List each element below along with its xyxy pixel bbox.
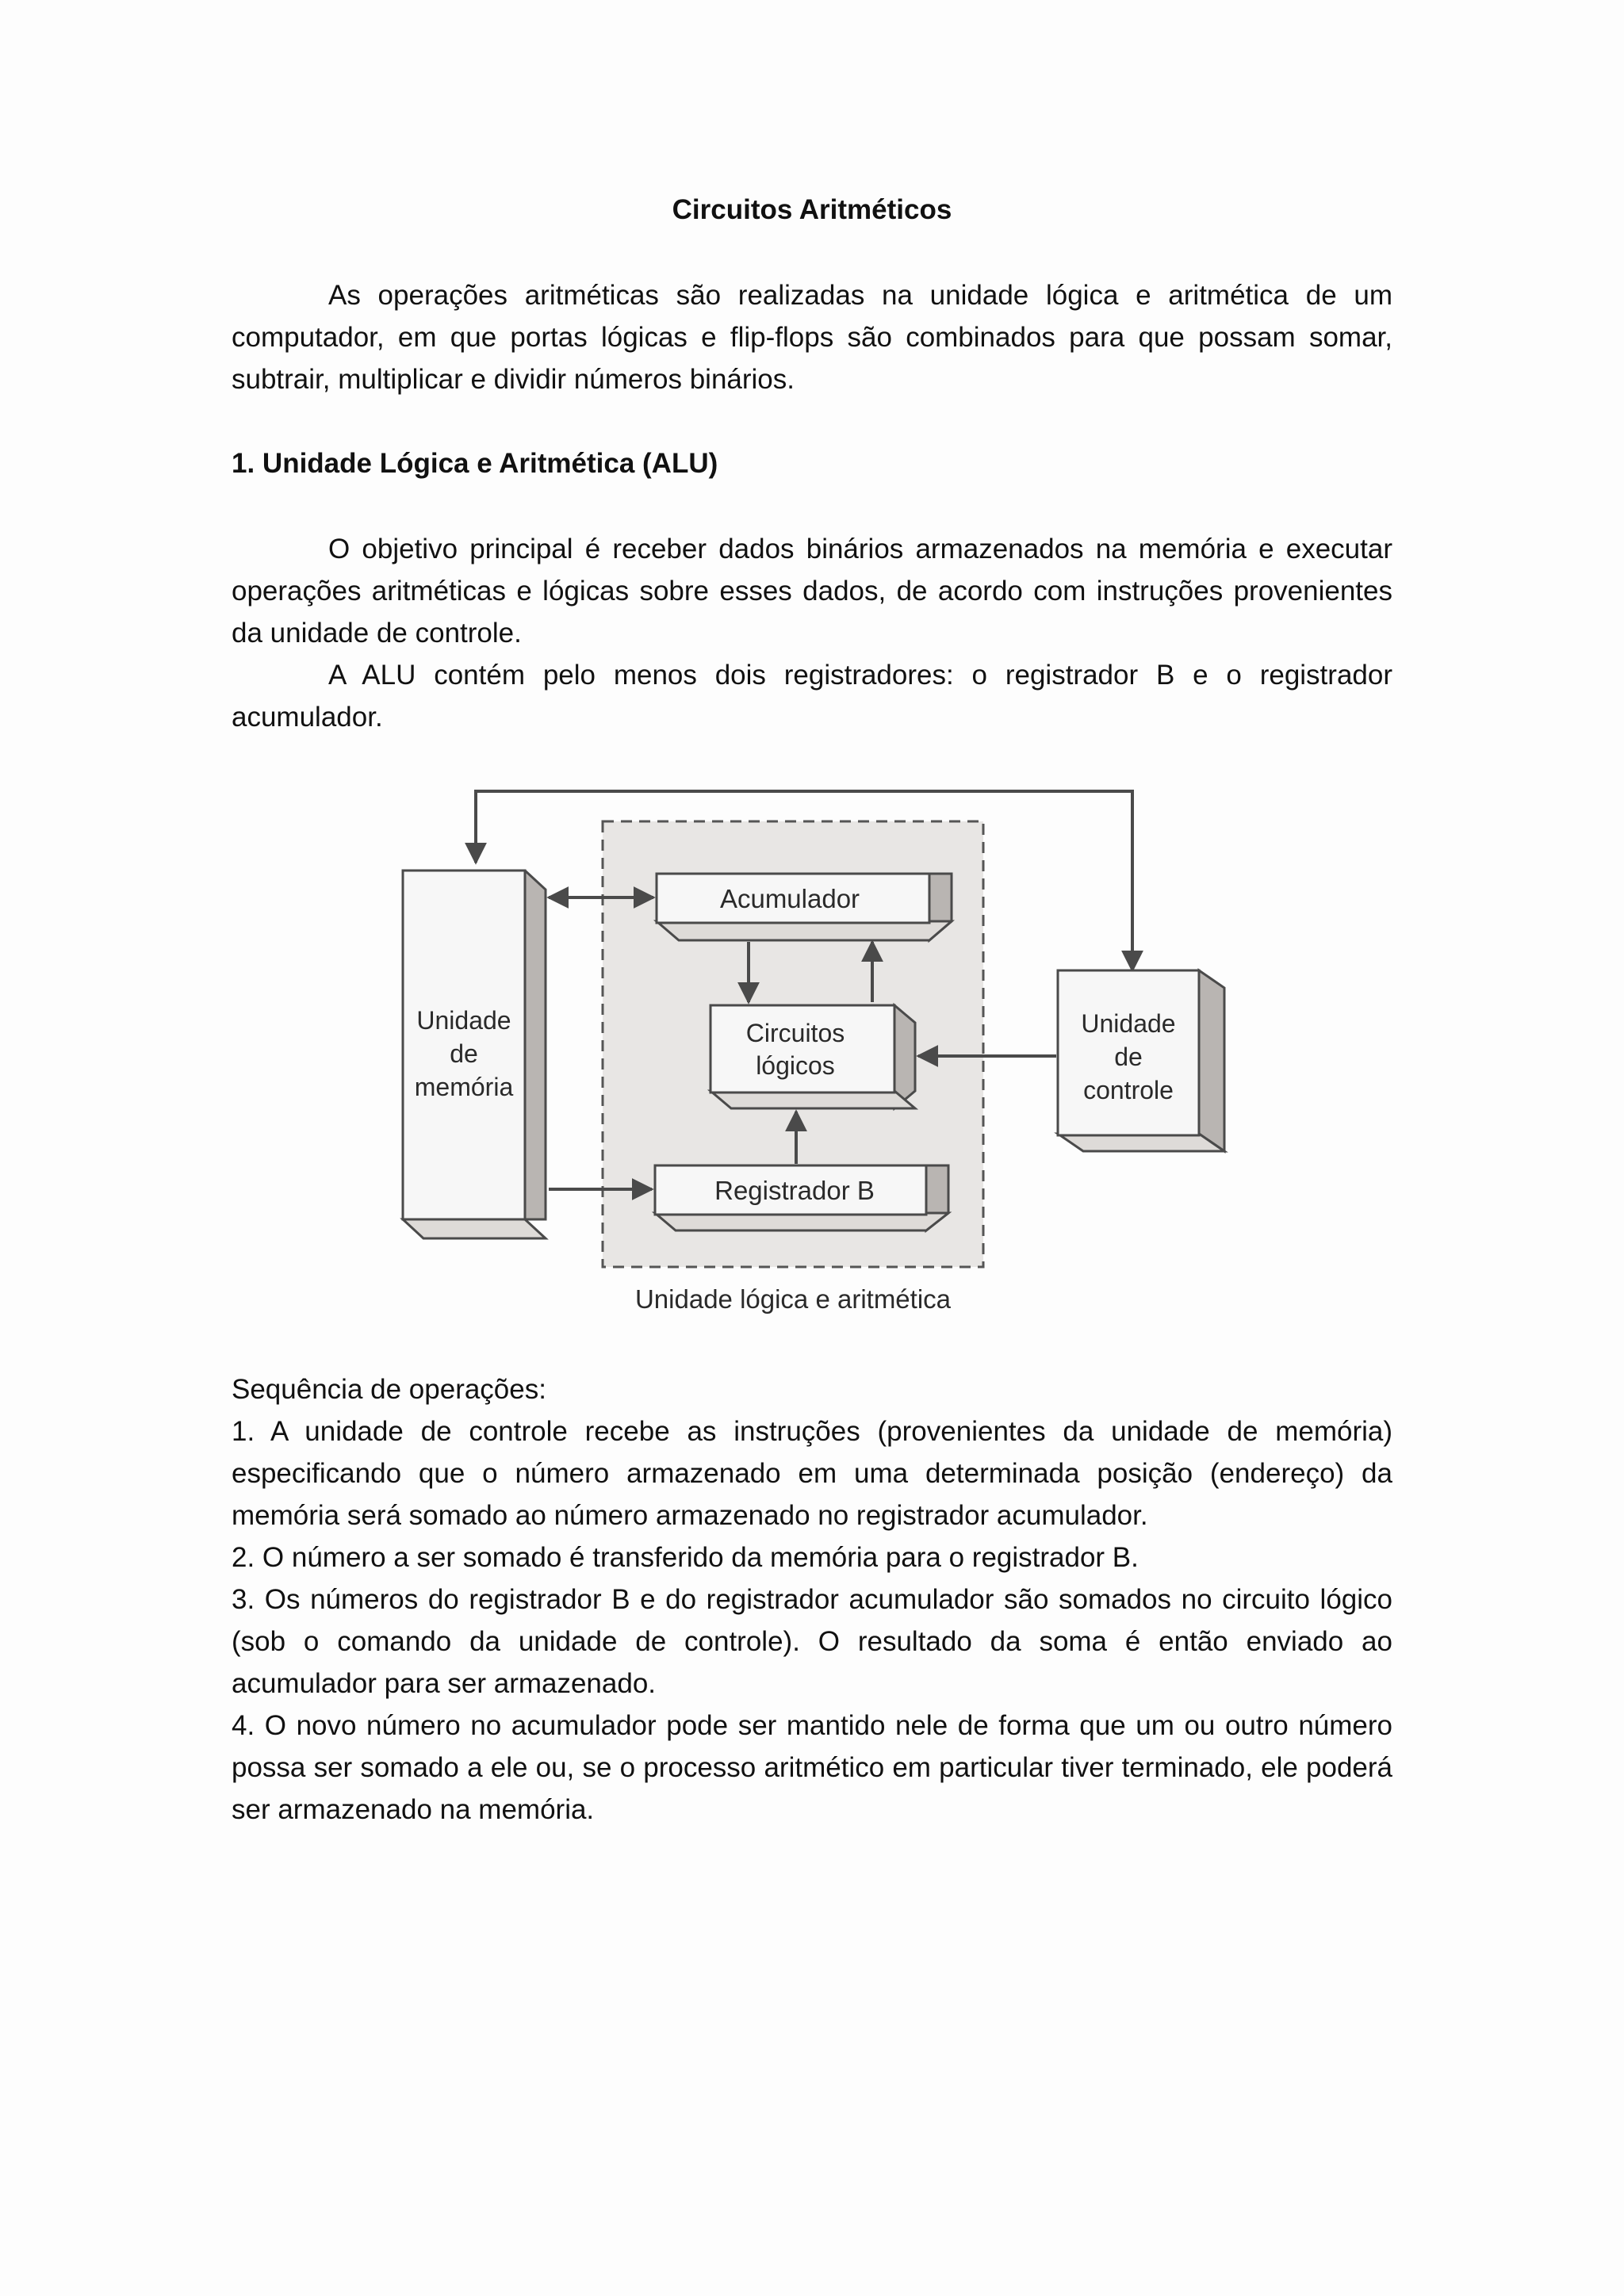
section1-paragraph2-text: A ALU contém pelo menos dois registradores: o registrador B e o registrador acumulador. <box>232 660 1392 733</box>
register-b-label: Registrador B <box>714 1176 875 1205</box>
sequence-heading: Sequência de operações: <box>232 1374 546 1405</box>
sequence-step-2: 2. O número a ser somado é transferido da memória para o registrador B. <box>232 1542 1139 1573</box>
section1-paragraph1-text: O objetivo principal é receber dados binários armazenados na memória e executar operações aritméticas e lógicas sobre esses dados, de acordo com instruções provenientes da unidade de controle. <box>232 534 1392 649</box>
control-unit-label-3: controle <box>1083 1076 1174 1104</box>
section1-heading: 1. Unidade Lógica e Aritmética (ALU) <box>232 448 718 479</box>
register-b-box <box>655 1165 948 1230</box>
alu-diagram <box>387 775 1243 1330</box>
intro-paragraph <box>232 274 1392 400</box>
document-title: Circuitos Aritméticos <box>672 194 952 225</box>
memory-unit-label-2: de <box>450 1039 478 1068</box>
intro-text: As operações aritméticas são realizadas na unidade lógica e aritmética de um computador, em que portas lógicas e flip-flops são combinados para que possam somar, subtrair, multiplicar e dividir números binários. <box>232 280 1392 395</box>
section1-paragraph2 <box>232 654 1392 738</box>
memory-unit-label-3: memória <box>414 1073 514 1101</box>
sequence-step-1: 1. A unidade de controle recebe as instruções (provenientes da unidade de memória) especificando que o número armazenado em uma determinada posição (endereço) da memória será somado ao número armazenado no registrador acumulador. <box>232 1416 1392 1531</box>
sequence-step-3: 3. Os números do registrador B e do registrador acumulador são somados no circuito lógico (sob o comando da unidade de controle). O resultado da soma é então enviado ao acumulador para ser armazenado. <box>232 1584 1392 1699</box>
alu-caption: Unidade lógica e aritmética <box>634 1284 952 1314</box>
sequence-section <box>232 1368 1392 1831</box>
accumulator-box <box>657 874 952 940</box>
section1-paragraph1 <box>232 528 1392 654</box>
sequence-step-4: 4. O novo número no acumulador pode ser mantido nele de forma que um ou outro número possa ser somado a ele ou, se o processo aritmético em particular tiver terminado, ele poderá ser armazenado na memória. <box>232 1710 1392 1825</box>
alu-diagram-svg <box>387 775 1243 1330</box>
logic-circuits-label-1: Circuitos <box>745 1019 845 1047</box>
section-heading <box>232 442 1392 484</box>
control-unit-label-2: de <box>1114 1043 1143 1071</box>
accumulator-label: Acumulador <box>719 884 860 913</box>
memory-unit-box <box>403 871 546 1238</box>
memory-unit-label-1: Unidade <box>416 1006 511 1035</box>
control-unit-label-1: Unidade <box>1081 1009 1176 1038</box>
logic-circuits-box <box>710 1005 915 1108</box>
control-unit-box <box>1058 970 1224 1151</box>
logic-circuits-label-2: lógicos <box>756 1051 835 1080</box>
